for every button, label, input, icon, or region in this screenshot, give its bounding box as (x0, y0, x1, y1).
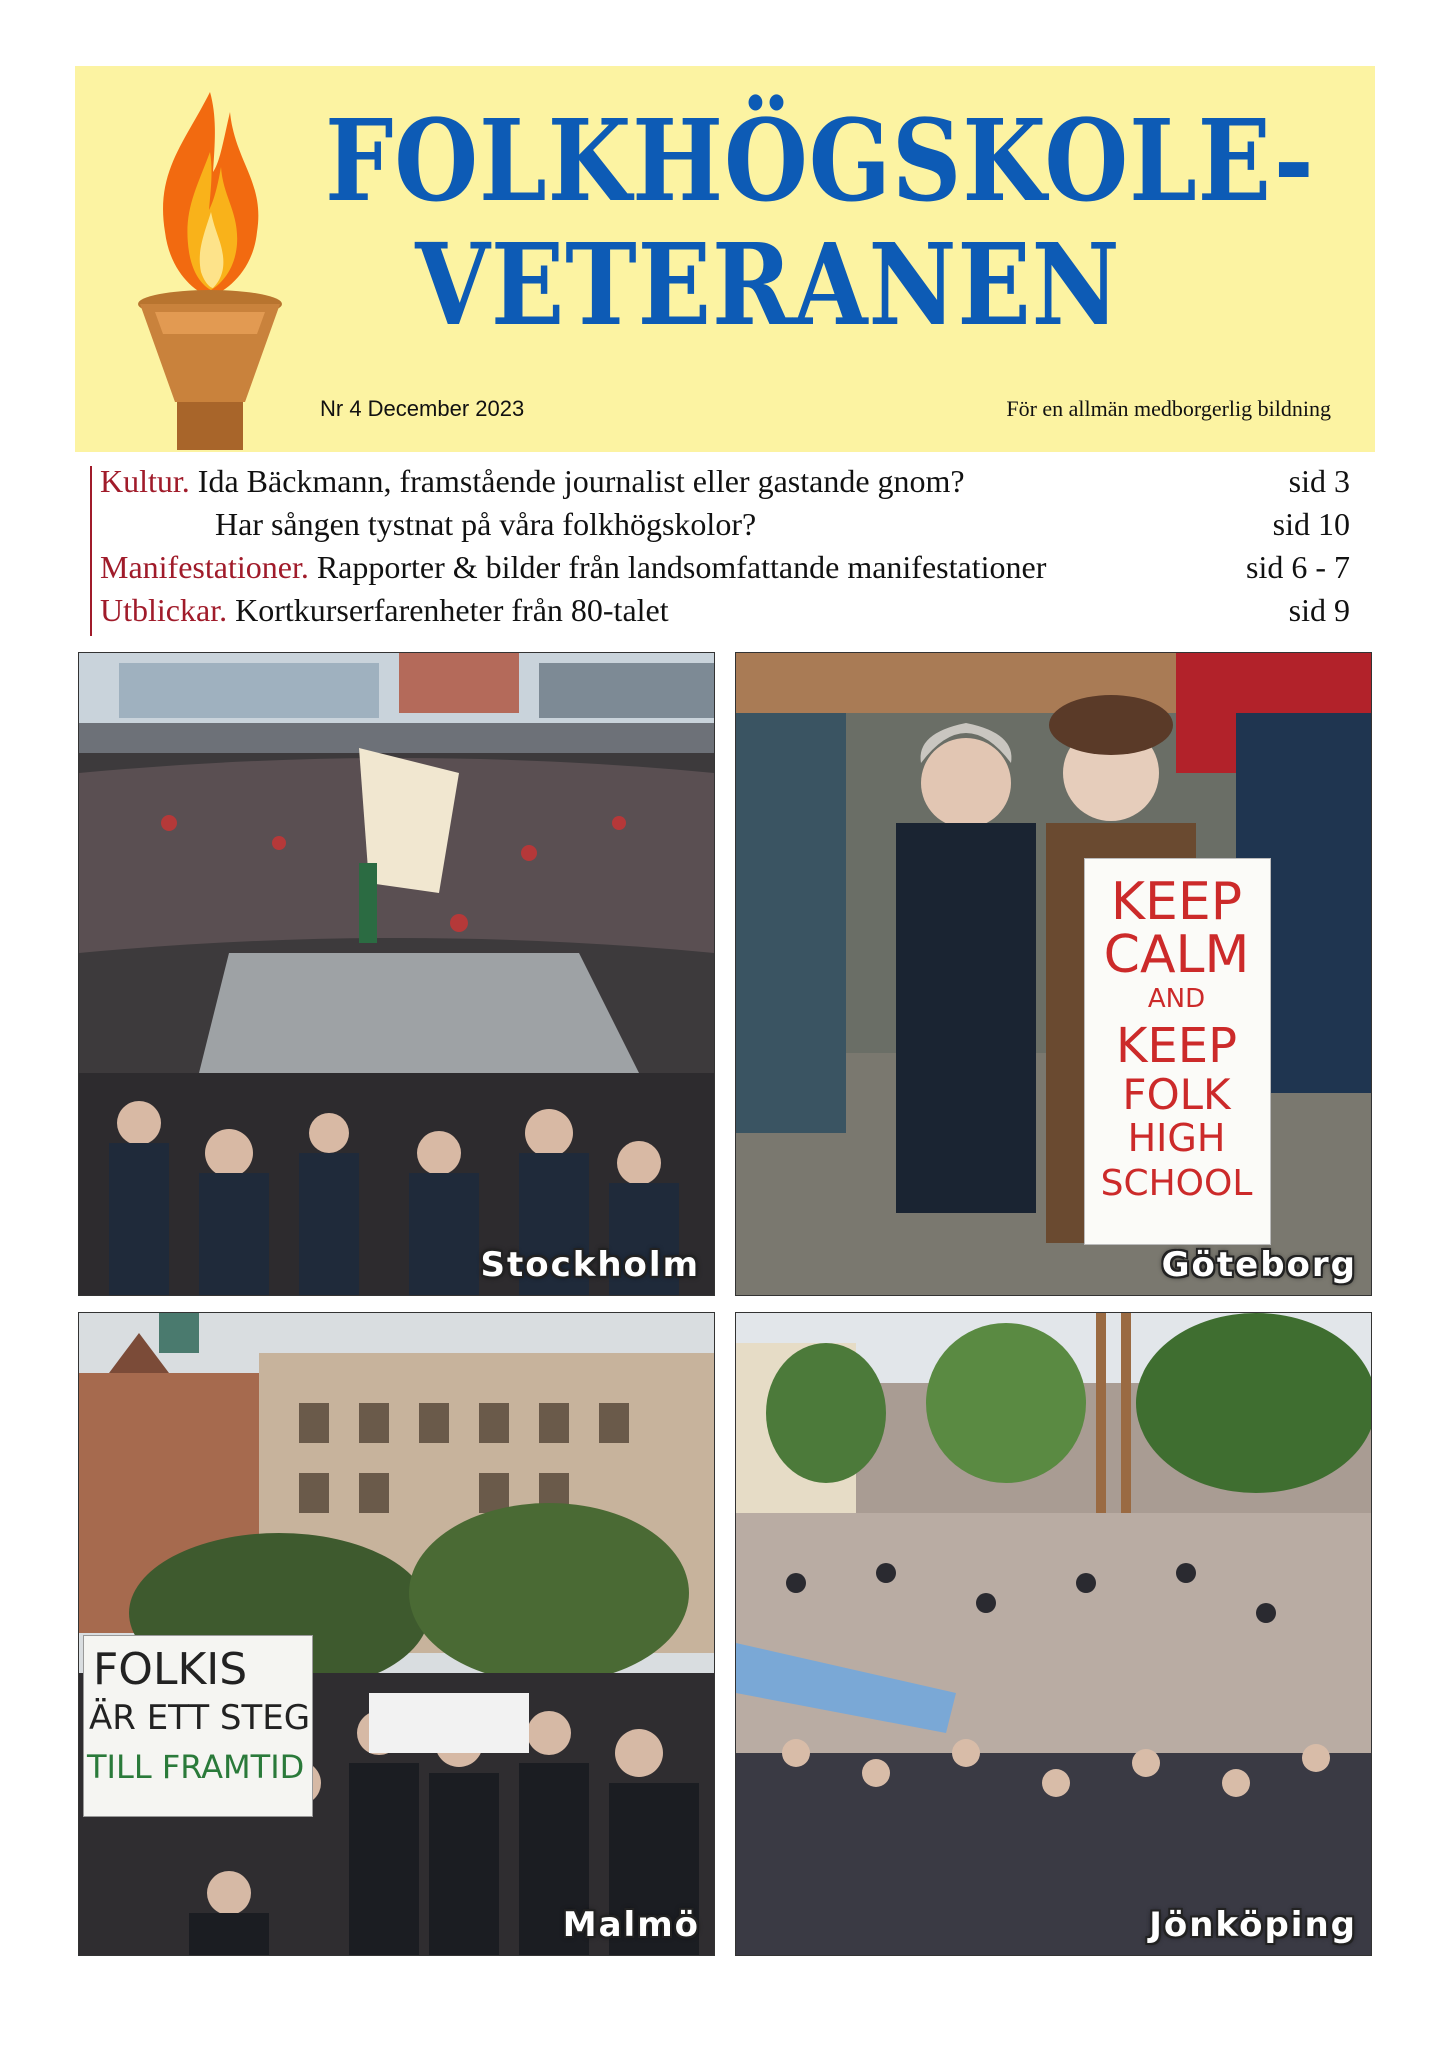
toc-text: Har sången tystnat på våra folkhögskolor? (215, 506, 757, 542)
sign-line: FOLK (1122, 1070, 1231, 1119)
photo-caption: Malmö (562, 1905, 700, 1945)
toc-category: Manifestationer. (100, 549, 309, 585)
photo-caption: Jönköping (1149, 1905, 1357, 1945)
toc-category: Utblickar. (100, 592, 228, 628)
toc-page: sid 9 (1288, 592, 1350, 628)
sign-line: ÄR ETT STEG (89, 1698, 311, 1738)
masthead (75, 66, 1375, 452)
crowd-photo (79, 653, 714, 1295)
toc-category: Kultur. (100, 463, 190, 499)
title-line-1: FOLKHÖGSKOLE- (325, 96, 1315, 227)
title-line-2: VETERANEN (415, 220, 1121, 351)
toc-page: sid 10 (1272, 506, 1350, 542)
sign-line: HIGH (1127, 1116, 1226, 1160)
sign-line: CALM (1103, 925, 1250, 985)
toc-entry (100, 589, 1350, 632)
toc-page: sid 3 (1288, 463, 1350, 499)
photo-malmo (78, 1312, 715, 1956)
motto: För en allmän medborgerlig bildning (1006, 396, 1331, 421)
sign-line: SCHOOL (1100, 1163, 1253, 1204)
photo-caption: Stockholm (480, 1245, 700, 1285)
toc-text: Rapporter & bilder från landsomfattande manifestationer (316, 549, 1047, 585)
torch-icon (125, 72, 295, 452)
sign-line: TILL FRAMTID (87, 1748, 305, 1786)
toc-text: Kortkurserfarenheter från 80-talet (235, 592, 669, 628)
protest-sign-photo (736, 653, 1371, 1295)
sign-line: KEEP (1110, 872, 1243, 932)
sign-line: AND (1147, 984, 1206, 1014)
sign-line: KEEP (1115, 1018, 1238, 1074)
square-photo (79, 1313, 714, 1955)
toc-text: Ida Bäckmann, framstående journalist eller gastande gnom? (197, 463, 965, 499)
photo-caption: Göteborg (1161, 1245, 1357, 1285)
issue-date: Nr 4 December 2023 (320, 396, 525, 421)
photo-jonkoping (735, 1312, 1372, 1956)
table-of-contents (100, 460, 1350, 632)
plaza-photo (736, 1313, 1371, 1955)
toc-entry (100, 460, 1350, 503)
photo-stockholm (78, 652, 715, 1296)
newspaper-title (325, 96, 1315, 351)
toc-divider (90, 466, 92, 636)
sign-line: FOLKIS (93, 1644, 248, 1695)
photo-goteborg (735, 652, 1372, 1296)
toc-page: sid 6 - 7 (1246, 549, 1350, 585)
toc-entry (100, 503, 1350, 546)
toc-entry (100, 546, 1350, 589)
